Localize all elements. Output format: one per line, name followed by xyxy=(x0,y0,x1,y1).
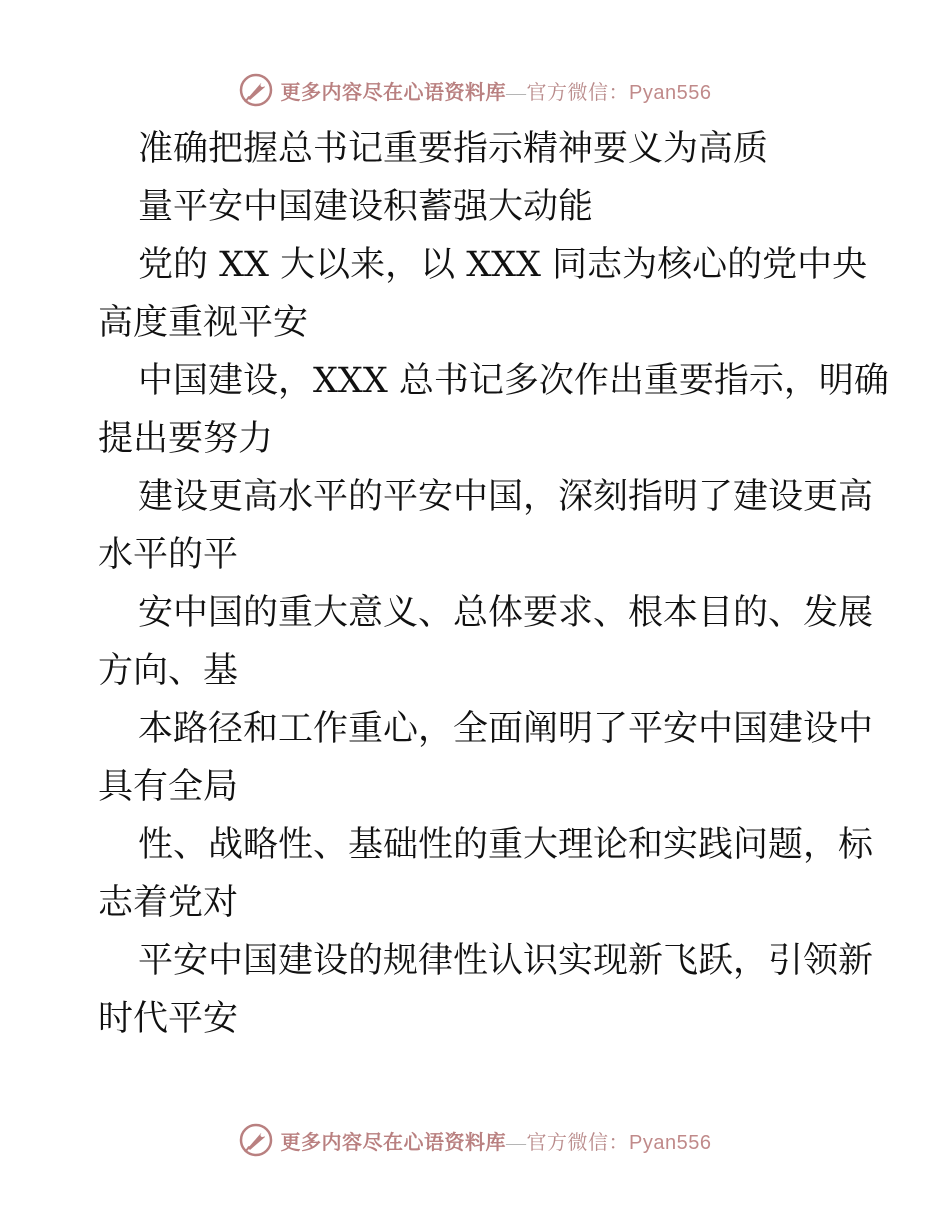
paragraph-line: 建设更高水平的平安中国，深刻指明了建设更高 xyxy=(138,477,874,517)
title-line: 量平安中国建设积蓄强大动能 xyxy=(138,187,594,227)
header-watermark xyxy=(0,70,950,110)
paragraph-line: 水平的平 xyxy=(98,535,239,575)
watermark-separator: — xyxy=(506,1131,527,1154)
watermark-separator: — xyxy=(506,81,527,104)
watermark-wechat-id: Pyan556 xyxy=(629,1131,712,1154)
paragraph-line: 具有全局 xyxy=(98,767,239,807)
paragraph-line: 平安中国建设的规律性认识实现新飞跃，引领新 xyxy=(138,941,874,981)
watermark-text xyxy=(281,1126,712,1155)
footer-watermark xyxy=(0,1120,950,1160)
watermark-text xyxy=(281,76,712,105)
paragraph-line: 志着党对 xyxy=(98,883,239,923)
watermark-wechat-id: Pyan556 xyxy=(629,81,712,104)
paragraph-line: 性、战略性、基础性的重大理论和实践问题，标 xyxy=(138,825,874,865)
paragraph-line: 中国建设，XXX 总书记多次作出重要指示，明确 xyxy=(138,361,889,401)
paragraph-line: 高度重视平安 xyxy=(98,303,309,343)
pen-nib-logo-icon xyxy=(239,1123,273,1157)
paragraph-line: 本路径和工作重心，全面阐明了平安中国建设中 xyxy=(138,709,874,749)
paragraph-line: 方向、基 xyxy=(98,651,239,691)
title-line: 准确把握总书记重要指示精神要义为高质 xyxy=(138,129,769,169)
paragraph-line: 党的 XX 大以来，以 XXX 同志为核心的党中央 xyxy=(138,245,868,285)
paragraph-line: 安中国的重大意义、总体要求、根本目的、发展 xyxy=(138,593,874,633)
pen-nib-logo-icon xyxy=(239,73,273,107)
paragraph-line: 提出要努力 xyxy=(98,419,274,459)
watermark-label: 官方微信： xyxy=(526,1131,630,1154)
document-body xyxy=(98,120,889,1048)
watermark-label: 官方微信： xyxy=(526,81,630,104)
paragraph-line: 时代平安 xyxy=(98,999,239,1039)
watermark-brand: 更多内容尽在心语资料库 xyxy=(280,1131,507,1154)
watermark-brand: 更多内容尽在心语资料库 xyxy=(280,81,507,104)
